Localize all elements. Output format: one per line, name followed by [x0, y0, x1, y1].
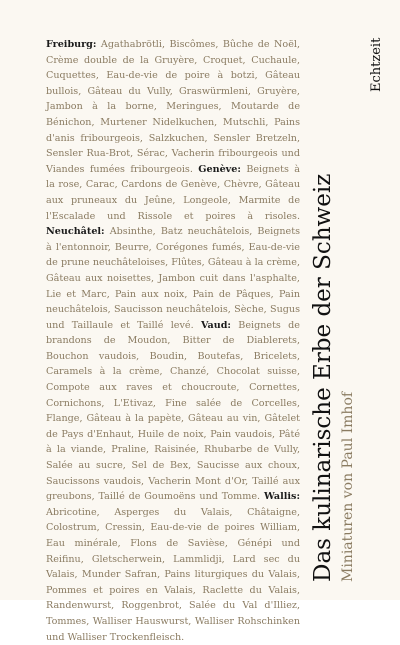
region-vaud	[46, 320, 300, 503]
region-wallis	[46, 491, 300, 642]
region-items: Agathabrötli, Biscômes, Bûche de Noël, Crème double de la Gruyère, Croquet, Cuchaule, Cuquettes, Eau-de-vie de poire à botzi, Gâteau bullois, Gâteau du Vully, Graswürmleni, Gruyère, Jambon à la borne, Meringues, Moutarde de Bénichon, Murtener Nidelkuchen, Mutschli, Pains d'anis fribourgeois, Salzkuchen, Sensler Bretzeln, Sensler Rua-Brot, Sérac, Vacherin fribourgeois und Viandes fumées fribourgeois.	[46, 39, 300, 175]
region-items: Abricotine, Asperges du Valais, Châtaigne, Colostrum, Cressin, Eau-de-vie de poires William, Eau minérale, Flons de Savièse, Génépi und Reifinu, Gletscherwein, Lammlidji, Lard sec du Valais, Munder Safran, Pains liturgiques du Valais, Pommes et poires en Valais, Raclette du Valais, Randenwurst, Roggenbrot, Salée du Val d'Illiez, Tommes, Walliser Hauswurst, Walliser Rohschinken und Walliser Trockenfleisch.	[46, 506, 300, 643]
region-items: Beignets à la rose, Carac, Cardons de Genève, Chèvre, Gâteau aux pruneaux du Jeûne, Longeole, Marmite de l'Escalade und Rissole et poires à risoles.	[46, 163, 300, 222]
region-freiburg	[46, 39, 300, 175]
book-title: Das kulinarische Erbe der Schweiz	[310, 173, 336, 582]
region-name: Wallis:	[263, 491, 300, 503]
region-items: Beignets de brandons de Moudon, Bitter de Diablerets, Bouchon vaudois, Boudin, Boutefas, Bricelets, Caramels à la crème, Chanzé, Chocolat suisse, Compote aux raves et choucroute, Cornettes, Cornichons, L'Etivaz, Fine salée de Corcelles, Flange, Gâteau à la papète, Gâteau au vin, Gâtelet de Pays d'Enhaut, Huile de noix, Pain vaudois, Pâté à la viande, Praline, Raisinée, Rhubarbe de Vully, Salée au sucre, Sel de Bex, Saucisse aux choux, Saucissons vaudois, Vacherin Mont d'Or, Taillé aux greubons, Taillé de Goumoëns und Tomme.	[46, 319, 300, 503]
region-name: Neuchâtel:	[46, 226, 105, 238]
region-items: Absinthe, Batz neuchâtelois, Beignets à l'entonnoir, Beurre, Corégones fumés, Eau-de-vie de prune neuchâteloises, Flûtes, Gâteau à la crème, Gâteau aux noisettes, Jambon cuit dans l'asphalte, Lie et Marc, Pain aux noix, Pain de Pâques, Pain neuchâtelois, Saucisson neuchâtelois, Sèche, Sugus und Taillaule et Taillé levé.	[46, 226, 300, 331]
region-neuchatel	[46, 226, 300, 331]
food-list-text	[46, 37, 300, 645]
region-name: Freiburg:	[46, 39, 97, 50]
region-name: Vaud:	[200, 319, 231, 331]
region-name: Genève:	[198, 163, 241, 175]
book-subtitle: Miniaturen von Paul Imhof	[340, 391, 356, 582]
publisher-brand: Echtzeit	[369, 37, 384, 92]
